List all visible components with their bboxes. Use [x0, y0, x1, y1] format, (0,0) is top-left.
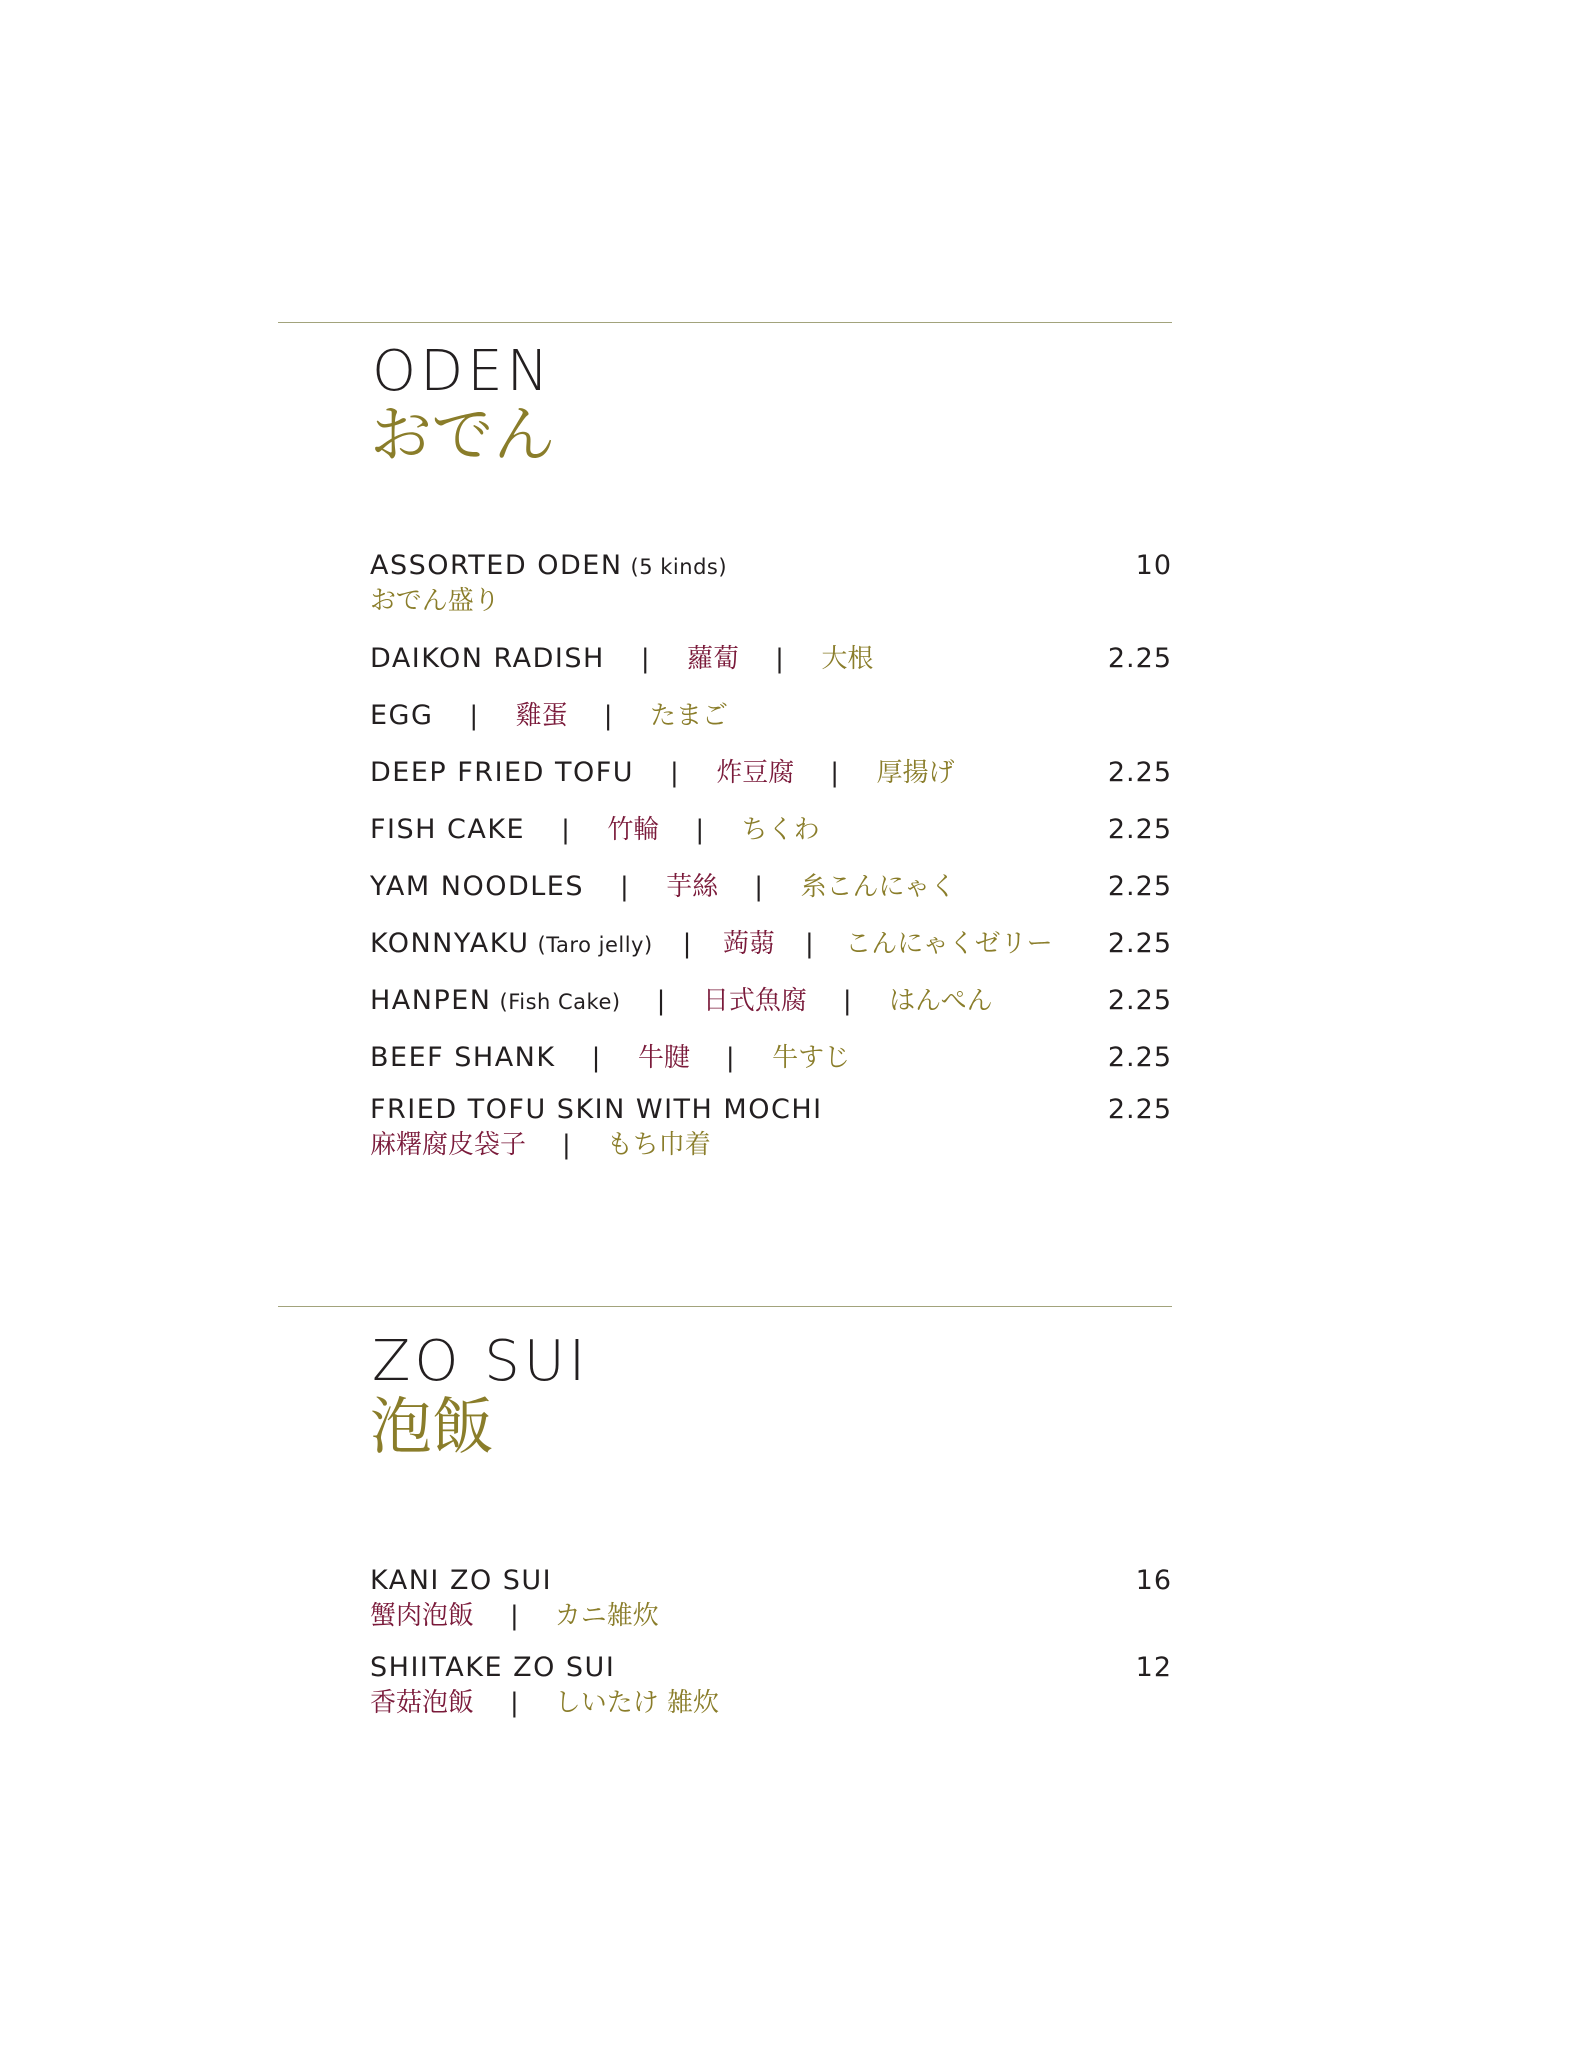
item-name-cn: 麻糬腐皮袋子	[370, 1130, 527, 1160]
item-name-cn: 蘿蔔	[687, 644, 740, 674]
item-price: 2.25	[1107, 985, 1172, 1016]
item-name: SHIITAKE ZO SUI	[370, 1652, 616, 1683]
item-price: 2.25	[1107, 814, 1172, 845]
item-name: YAM NOODLES	[370, 871, 584, 902]
item-price: 16	[1135, 1565, 1172, 1596]
menu-item-daikon-radish	[370, 639, 1172, 679]
separator: |	[695, 815, 706, 845]
item-price: 2.25	[1107, 871, 1172, 902]
menu-item-hanpen	[370, 981, 1172, 1021]
item-name: BEEF SHANK	[370, 1042, 556, 1073]
separator: |	[804, 929, 816, 959]
separator: |	[725, 1043, 737, 1073]
item-name-jp: おでん盛り	[370, 586, 500, 616]
separator: |	[561, 815, 572, 845]
item-price: 2.25	[1107, 1042, 1172, 1073]
item-name-jp: もち巾着	[606, 1130, 711, 1160]
separator: |	[510, 1601, 519, 1631]
item-name-cn: 蟹肉泡飯	[370, 1601, 475, 1631]
menu-item-egg	[370, 696, 1172, 736]
item-name-jp: たまご	[649, 701, 728, 731]
separator: |	[682, 929, 693, 959]
separator: |	[619, 872, 631, 902]
item-price: 2.25	[1107, 757, 1172, 788]
separator: |	[591, 1043, 602, 1073]
item-name-jp: 大根	[821, 644, 874, 674]
section-divider-zo-sui	[278, 1306, 1172, 1307]
item-name-cn: 日式魚腐	[702, 986, 807, 1016]
item-name: FISH CAKE	[370, 814, 526, 845]
separator: |	[775, 644, 786, 674]
separator: |	[640, 644, 652, 674]
item-name: KONNYAKU	[370, 928, 530, 959]
item-price: 10	[1135, 550, 1172, 581]
item-name-cn: 雞蛋	[515, 701, 568, 731]
item-price: 2.25	[1107, 643, 1172, 674]
item-name-jp: しいたけ 雑炊	[554, 1688, 720, 1718]
section-divider-oden	[278, 322, 1172, 323]
item-name: HANPEN	[370, 985, 492, 1016]
item-price: 2.25	[1107, 928, 1172, 959]
section-title-zo-sui: ZO SUI	[372, 1329, 590, 1394]
separator: |	[469, 701, 480, 731]
item-name: ASSORTED ODEN	[370, 550, 623, 581]
item-note: (Taro jelly)	[537, 933, 653, 957]
separator: |	[656, 986, 667, 1016]
menu-item-shiitake-zo-sui	[370, 1648, 1172, 1718]
item-name-cn: 芋絲	[666, 872, 719, 902]
separator: |	[562, 1130, 571, 1160]
item-name-cn: 牛腱	[637, 1043, 690, 1073]
item-name: FRIED TOFU SKIN WITH MOCHI	[370, 1094, 823, 1125]
menu-item-fried-tofu-skin-mochi	[370, 1090, 1172, 1160]
section-title-zo-sui-jp: 泡飯	[370, 1390, 495, 1463]
separator: |	[830, 758, 841, 788]
item-price: 12	[1135, 1652, 1172, 1683]
menu-item-kani-zo-sui	[370, 1561, 1172, 1631]
item-name: KANI ZO SUI	[370, 1565, 553, 1596]
item-name-jp: 糸こんにゃく	[800, 872, 957, 902]
menu-item-konnyaku	[370, 924, 1172, 964]
menu-item-deep-fried-tofu	[370, 753, 1172, 793]
item-name: DEEP FRIED TOFU	[370, 757, 634, 788]
item-name: DAIKON RADISH	[370, 643, 605, 674]
menu-item-yam-noodles	[370, 867, 1172, 907]
item-name-jp: 牛すじ	[772, 1043, 851, 1073]
menu-item-assorted-oden	[370, 546, 1172, 616]
section-title-oden-jp: おでん	[370, 398, 556, 471]
item-name-jp: 厚揚げ	[876, 758, 955, 788]
item-name-cn: 蒟蒻	[722, 929, 775, 959]
menu-item-fish-cake	[370, 810, 1172, 850]
separator: |	[670, 758, 681, 788]
item-note: (Fish Cake)	[499, 990, 621, 1014]
menu-item-beef-shank	[370, 1038, 1172, 1078]
item-name-jp: ちくわ	[741, 815, 820, 845]
item-price: 2.25	[1107, 1094, 1172, 1125]
item-name-jp: カニ雑炊	[554, 1601, 659, 1631]
separator: |	[510, 1688, 519, 1718]
item-name-jp: こんにゃくゼリー	[845, 929, 1053, 959]
item-name: EGG	[370, 700, 434, 731]
item-name-cn: 香菇泡飯	[370, 1688, 475, 1718]
item-note: (5 kinds)	[630, 555, 728, 579]
item-name-cn: 竹輪	[607, 815, 660, 845]
item-name-cn: 炸豆腐	[716, 758, 795, 788]
separator: |	[754, 872, 765, 902]
separator: |	[842, 986, 854, 1016]
section-title-oden: ODEN	[372, 339, 553, 404]
item-name-jp: はんぺん	[889, 986, 993, 1016]
separator: |	[603, 701, 614, 731]
